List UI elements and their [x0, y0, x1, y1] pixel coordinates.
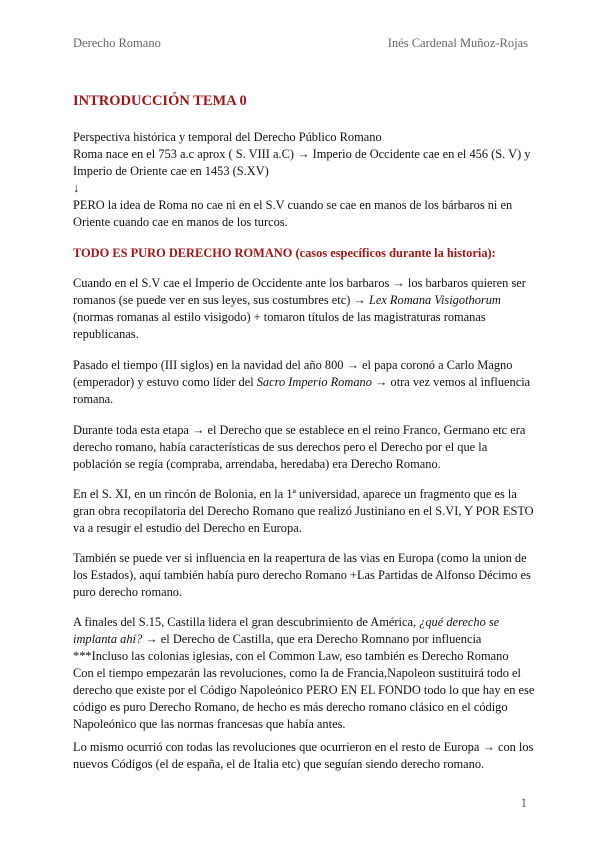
text-line: También se puede ver si influencia en la reapertura de las vias en Europa (como la union de — [73, 551, 527, 565]
text-line: Lo mismo ocurrió con todas las revoluciones que ocurrieron en el resto de Europa → con los — [73, 740, 534, 754]
text-line: derecho que existe por el Código Napoleónico PERO EN EL FONDO todo lo que hay en ese — [73, 683, 535, 697]
text: → el Derecho de Castilla, que era Derecho Romnano por influencia — [142, 632, 482, 646]
text-line: Oriente cuando cae en manos de los turcos. — [73, 215, 288, 229]
text: A finales del S.15, Castilla lidera el gran descubrimiento de América, — [73, 615, 420, 629]
text-line — [73, 374, 543, 391]
paragraph-etapa — [73, 422, 543, 473]
text-line: (normas romanas al estilo visigodo) + tomaron títulos de las magistraturas romanas — [73, 310, 486, 324]
paragraph-visigoths — [73, 275, 543, 343]
text-line: código es puro Derecho Romano, de hecho es más derecho romano clásico en el código — [73, 700, 508, 714]
text-line — [73, 292, 543, 309]
text-line: Napoleónico que las normas francesas que había antes. — [73, 717, 346, 731]
text-line: nuevos Códigos (el de españa, el de Italia etc) que seguían siendo derecho romano. — [73, 757, 485, 771]
text-line: Perspectiva histórica y temporal del Derecho Público Romano — [73, 130, 382, 144]
text: → otra vez vemos al influencia — [371, 375, 531, 389]
text-line: población se regía (compraba, arrendaba, heredaba) era Derecho Romano. — [73, 457, 441, 471]
header-left: Derecho Romano — [73, 36, 161, 50]
section-heading: TODO ES PURO DERECHO ROMANO (casos específicos durante la historia): — [73, 246, 496, 260]
text-line: Imperio de Oriente cae en 1453 (S.XV) — [73, 164, 269, 178]
paragraph-vias — [73, 550, 543, 601]
text-line: ***Incluso las colonias iglesias, con el Common Law, eso también es Derecho Romano — [73, 649, 509, 663]
text-line: Cuando en el S.V cae el Imperio de Occidente ante los barbaros → los barbaros quieren ser — [73, 276, 526, 290]
text-line: Con el tiempo empezarán las revoluciones, como la de Francia,Napoleon sustituirá todo el — [73, 666, 521, 680]
paragraph-revoluciones — [73, 739, 543, 773]
text-line: gran obra recopilatoria del Derecho Romano que realizó Justiniano en el S.VI, Y POR ESTO — [73, 504, 534, 518]
text-line: republicanas. — [73, 327, 139, 341]
text-line: los Estados), aquí también había puro derecho Romano +Las Partidas de Alfonso Décimo es — [73, 568, 531, 582]
paragraph-carlomagno — [73, 357, 543, 408]
page-number: 1 — [520, 796, 527, 810]
header-right: Inés Cardenal Muñoz-Rojas — [387, 36, 528, 50]
paragraph-america — [73, 614, 543, 733]
text-line: va a resugir el estudio del Derecho en Europa. — [73, 521, 302, 535]
text-line: puro derecho romano. — [73, 585, 183, 599]
text-line — [73, 631, 543, 648]
text: romanos (se puede ver en sus leyes, sus costumbres etc) → — [73, 293, 369, 307]
page-title: INTRODUCCIÓN TEMA 0 — [73, 93, 247, 109]
text-line: En el S. XI, en un rincón de Bolonia, en la 1ª universidad, aparece un fragmento que es la — [73, 487, 517, 501]
text-line: derecho romano, había características de sus derechos pero el Derecho por el que la — [73, 440, 488, 454]
italic-text: ¿qué derecho se — [419, 615, 500, 629]
text-line: romana. — [73, 392, 114, 406]
text-line: Roma nace en el 753 a.c aprox ( S. VIII a.C) → Imperio de Occidente cae en el 456 (S. V) y — [73, 147, 531, 161]
paragraph-intro — [73, 129, 543, 231]
text-line: Durante toda esta etapa → el Derecho que se establece en el reino Franco, Germano etc era — [73, 423, 526, 437]
italic-text: Lex Romana Visigothorum — [368, 293, 501, 307]
text: (emperador) y estuvo como líder del — [73, 375, 257, 389]
paragraph-bolonia — [73, 486, 543, 537]
down-arrow: ↓ — [73, 181, 80, 195]
text-line — [73, 614, 543, 631]
text-line: Pasado el tiempo (III siglos) en la navidad del año 800 → el papa coronó a Carlo Magno — [73, 358, 513, 372]
italic-text: implanta ahí? — [73, 632, 143, 646]
italic-text: Sacro Imperio Romano — [256, 375, 372, 389]
text-line: PERO la idea de Roma no cae ni en el S.V cuando se cae en manos de los bárbaros ni en — [73, 198, 513, 212]
